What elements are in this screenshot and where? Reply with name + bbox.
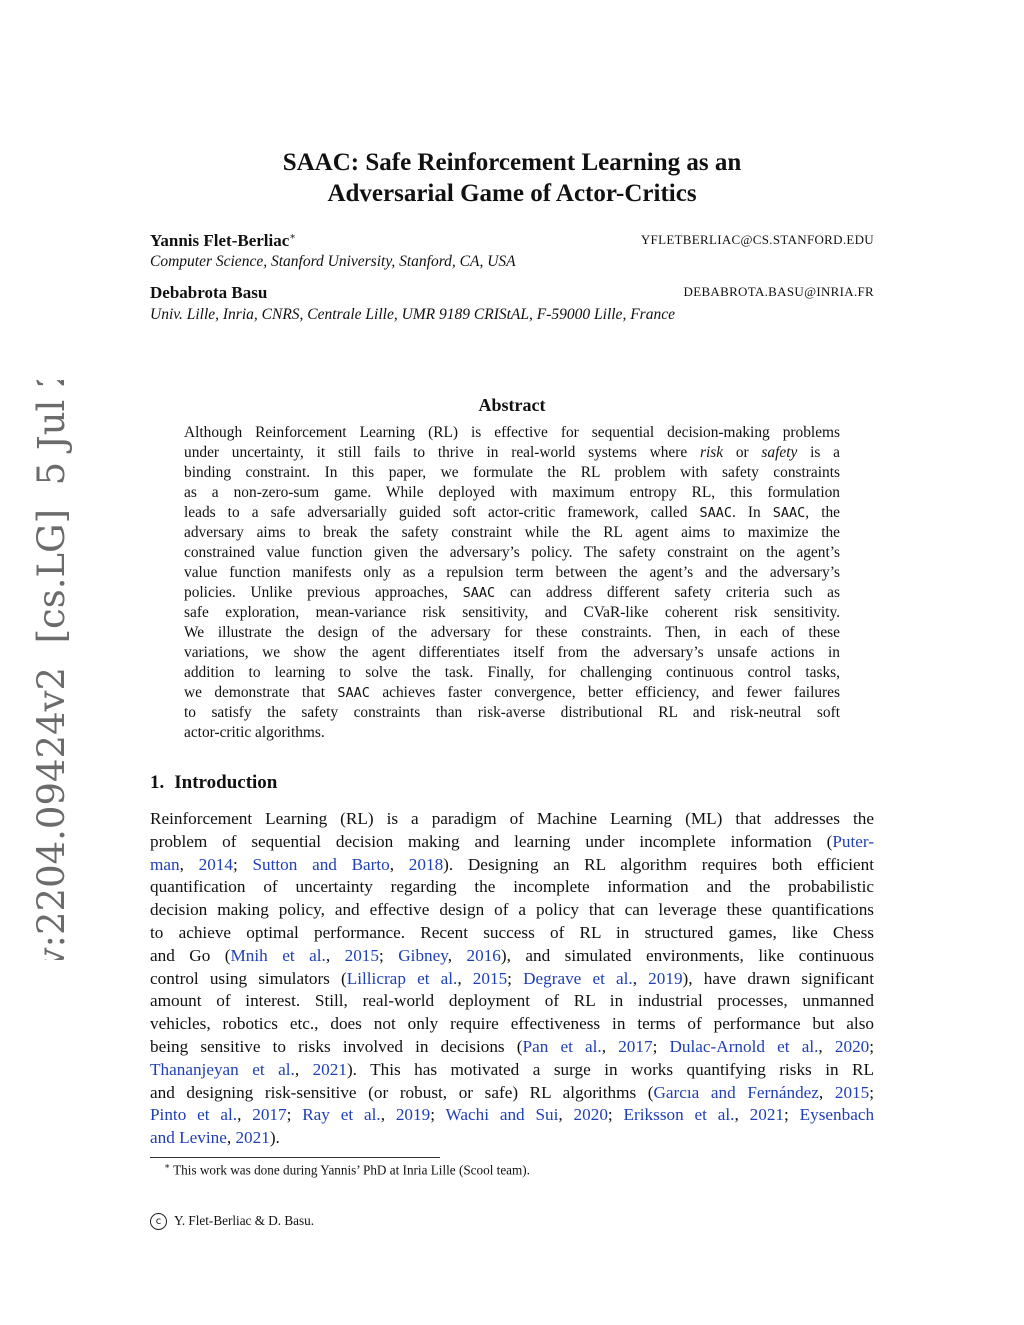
body-text: ; (869, 1082, 874, 1102)
arxiv-identifier[interactable] (20, 380, 80, 960)
citation-link[interactable]: Gibney (398, 945, 448, 965)
citation-link[interactable]: Eysenbach (799, 1105, 875, 1125)
abstract-line (184, 443, 840, 463)
abstract-emphasis: risk (699, 444, 724, 461)
citation-link[interactable]: Lillicrap et al. (346, 968, 458, 988)
body-line (150, 1082, 874, 1105)
abstract-line: safe exploration, mean-variance risk sensitivity, and CVaR-like coherent risk sensitivity. (184, 604, 840, 621)
abstract-line: value function manifests only as a repulsion term between the agent’s and the adversary’s (184, 564, 840, 581)
introduction-body (150, 808, 874, 1150)
arxiv-identifier-svg (20, 380, 80, 960)
body-text: ; (232, 854, 253, 874)
abstract-line: We illustrate the design of the adversary for these constraints. Then, in each of these (184, 624, 840, 641)
body-text: control using simulators ( (150, 968, 347, 988)
body-text: problem of sequential decision making and learning under incomplete information ( (150, 831, 833, 851)
citation-year-link[interactable]: 2016 (466, 945, 501, 965)
abstract-text: we demonstrate that (184, 684, 326, 701)
citation-link[interactable]: Pinto et al. (150, 1105, 238, 1125)
body-text: ). Designing an RL algorithm requires both efficient (443, 854, 875, 874)
body-text: , (632, 968, 649, 988)
footnote-divider (150, 1157, 440, 1158)
body-text: ), and simulated environments, like continuous (500, 945, 875, 965)
abstract-text: can address different safety criteria such as (509, 584, 840, 601)
abstract-line: Although Reinforcement Learning (RL) is effective for sequential decision-making problems (184, 424, 840, 441)
title-line-1: SAAC: Safe Reinforcement Learning as an (282, 149, 742, 176)
body-line: decision making policy, and effective design of a policy that can leverage these quantifications (150, 900, 874, 920)
citation-year-link[interactable]: 2020 (573, 1105, 608, 1125)
body-line: Reinforcement Learning (RL) is a paradigm of Machine Learning (ML) that addresses the (150, 809, 874, 828)
abstract-line: to satisfy the safety constraints than risk-averse distributional RL and risk-neutral soft (184, 704, 840, 721)
citation-link[interactable]: Dulac-Arnold et al. (669, 1036, 819, 1056)
body-text: , (237, 1105, 253, 1125)
author-1-email[interactable]: YFLETBERLIAC@CS.STANFORD.EDU (640, 232, 874, 247)
body-line: quantification of uncertainty regarding the incomplete information and the probabilistic (150, 877, 874, 897)
body-text: being sensitive to risks involved in decisions ( (150, 1036, 523, 1056)
body-line (150, 1104, 874, 1127)
citation-year-link[interactable]: 2017 (252, 1105, 287, 1125)
author-2-affiliation: Univ. Lille, Inria, CNRS, Centrale Lille, UMR 9189 CRIStAL, F-59000 Lille, France (150, 306, 675, 323)
citation-link[interactable]: Puter- (832, 831, 874, 851)
author-1-name (150, 231, 296, 251)
body-line (150, 945, 874, 968)
citation-year-link[interactable]: 2014 (198, 854, 233, 874)
author-2 (150, 283, 874, 305)
body-text: ). (269, 1128, 280, 1148)
author-1 (150, 231, 874, 253)
author-2-email[interactable]: DEBABROTA.BASU@INRIA.FR (683, 284, 874, 299)
citation-year-link[interactable]: 2021 (312, 1059, 347, 1079)
body-text: , (389, 854, 409, 874)
abstract-line (184, 683, 840, 703)
citation-year-link[interactable]: 2019 (648, 968, 683, 988)
abstract-text: leads to a safe adversarially guided soft actor-critic framework, called (184, 504, 688, 521)
arxiv-identifier-text: arXiv:2204.09424v2 [cs.LG] 5 Jul 2022 (30, 380, 73, 960)
body-line: to achieve optimal performance. Recent success of RL in structured games, like Chess (150, 922, 874, 942)
citation-year-link[interactable]: 2019 (395, 1105, 431, 1125)
footnote (164, 1161, 530, 1178)
body-text: , (380, 1105, 396, 1125)
saac-name: SAAC (772, 505, 806, 521)
section-number: 1. (150, 772, 165, 793)
copyright-notice (150, 1213, 314, 1230)
body-line (150, 1059, 874, 1082)
citation-year-link[interactable]: 2015 (344, 945, 379, 965)
body-text: , (325, 945, 345, 965)
author-2-name: Debabrota Basu (150, 283, 268, 302)
body-text: , (294, 1059, 313, 1079)
citation-link[interactable]: Eriksson et al. (623, 1105, 735, 1125)
footnote-text: This work was done during Yannis’ PhD at Inria Lille (Scool team). (173, 1162, 530, 1178)
title-line-2: Adversarial Game of Actor-Critics (327, 180, 697, 207)
body-text: ; (507, 968, 524, 988)
citation-link[interactable]: Pan et al. (522, 1036, 602, 1056)
body-text: , (447, 945, 467, 965)
body-text: , (558, 1105, 574, 1125)
abstract-body (184, 423, 840, 743)
abstract-line (184, 503, 840, 523)
citation-year-link[interactable]: 2015 (472, 968, 508, 988)
abstract-text: under uncertainty, it still fails to thrive in real-world systems where (184, 444, 688, 461)
abstract-line: constrained value function given the adversary’s policy. The safety constraint on the agent’s (184, 544, 840, 561)
copyright-icon: c (150, 1213, 167, 1230)
body-line (150, 968, 874, 991)
abstract-line: addition to learning to solve the task. Finally, for challenging continuous control tasks, (184, 664, 840, 681)
citation-year-link[interactable]: 2021 (235, 1128, 270, 1148)
paper-title (150, 147, 874, 209)
citation-year-link[interactable]: 2020 (834, 1036, 870, 1056)
saac-name: SAAC (337, 685, 370, 701)
citation-year-link[interactable]: 2018 (408, 854, 444, 874)
abstract-line: adversary aims to break the safety constraint while the RL agent aims to maximize the (184, 524, 840, 541)
copyright-text: Y. Flet-Berliac & D. Basu. (174, 1213, 315, 1228)
body-text: , (226, 1128, 236, 1148)
abstract-line (184, 583, 840, 603)
body-text: ; (378, 945, 399, 965)
body-text: ; (430, 1105, 446, 1125)
body-text: ; (286, 1105, 303, 1125)
citation-link[interactable]: Thananjeyan et al. (150, 1059, 295, 1079)
citation-year-link[interactable]: 2021 (749, 1105, 784, 1125)
body-text: , (601, 1036, 619, 1056)
footnote-marker: ∗ (164, 1161, 171, 1171)
abstract-text: policies. Unlike previous approaches, (184, 584, 448, 601)
abstract-text: achieves faster convergence, better efficiency, and fewer failures (382, 684, 840, 701)
abstract-text: or (735, 444, 749, 461)
body-text: , (179, 854, 199, 874)
body-text: ; (784, 1105, 800, 1125)
body-text: , (734, 1105, 750, 1125)
author-1-affiliation: Computer Science, Stanford University, Stanford, CA, USA (150, 253, 516, 270)
body-line (150, 854, 874, 877)
citation-link[interactable]: Wachi and Sui (445, 1105, 559, 1125)
body-text: ), have drawn significant (682, 968, 874, 988)
saac-name: SAAC (462, 585, 496, 601)
citation-link[interactable]: Garcıa and Fernández (653, 1082, 819, 1102)
body-text: , (818, 1082, 835, 1102)
citation-link[interactable]: Sutton and Barto (252, 854, 390, 874)
abstract-text: is a (810, 444, 840, 461)
citation-link[interactable]: Ray et al. (302, 1105, 381, 1125)
abstract-line: actor-critic algorithms. (184, 724, 325, 741)
body-text: , (818, 1036, 835, 1056)
abstract-line: as a non-zero-sum game. While deployed with maximum entropy RL, this formulation (184, 484, 840, 501)
section-heading-introduction (150, 772, 287, 794)
body-line (150, 831, 874, 854)
body-line: amount of interest. Still, real-world deployment of RL in industrial processes, unmanned (150, 991, 874, 1011)
citation-link[interactable]: and Levine (150, 1128, 227, 1148)
body-text: and designing risk-sensitive (or robust, or safe) RL algorithms ( (150, 1082, 654, 1102)
citation-year-link[interactable]: 2015 (834, 1082, 870, 1102)
author-1-name-text: Yannis Flet-Berliac (150, 231, 290, 250)
body-text: ; (652, 1036, 670, 1056)
abstract-heading: Abstract (478, 395, 546, 415)
body-text: ). This has motivated a surge in works quantifying risks in RL (346, 1059, 874, 1079)
citation-year-link[interactable]: 2017 (618, 1036, 653, 1056)
author-1-footnote-marker[interactable]: ∗ (289, 231, 297, 243)
section-title: Introduction (174, 772, 278, 793)
body-line: vehicles, robotics etc., does not only require effectiveness in terms of performance but also (150, 1014, 874, 1034)
citation-link[interactable]: Degrave et al. (523, 968, 633, 988)
body-text: ; (607, 1105, 624, 1125)
abstract-emphasis: safety (761, 444, 798, 461)
body-text: ; (869, 1036, 875, 1056)
abstract-line: binding constraint. In this paper, we formulate the RL problem with safety constraints (184, 464, 840, 481)
body-text: and Go ( (150, 945, 231, 965)
abstract-text: . In (731, 504, 761, 521)
body-line (150, 1127, 874, 1150)
body-line (150, 1036, 874, 1059)
body-text: , (457, 968, 473, 988)
saac-name: SAAC (699, 505, 732, 521)
abstract-line: variations, we show the agent differentiates itself from the adversary’s unsafe actions in (184, 644, 840, 661)
abstract-text: , the (805, 504, 840, 521)
citation-link[interactable]: man (150, 854, 180, 874)
citation-link[interactable]: Mnih et al. (230, 945, 326, 965)
